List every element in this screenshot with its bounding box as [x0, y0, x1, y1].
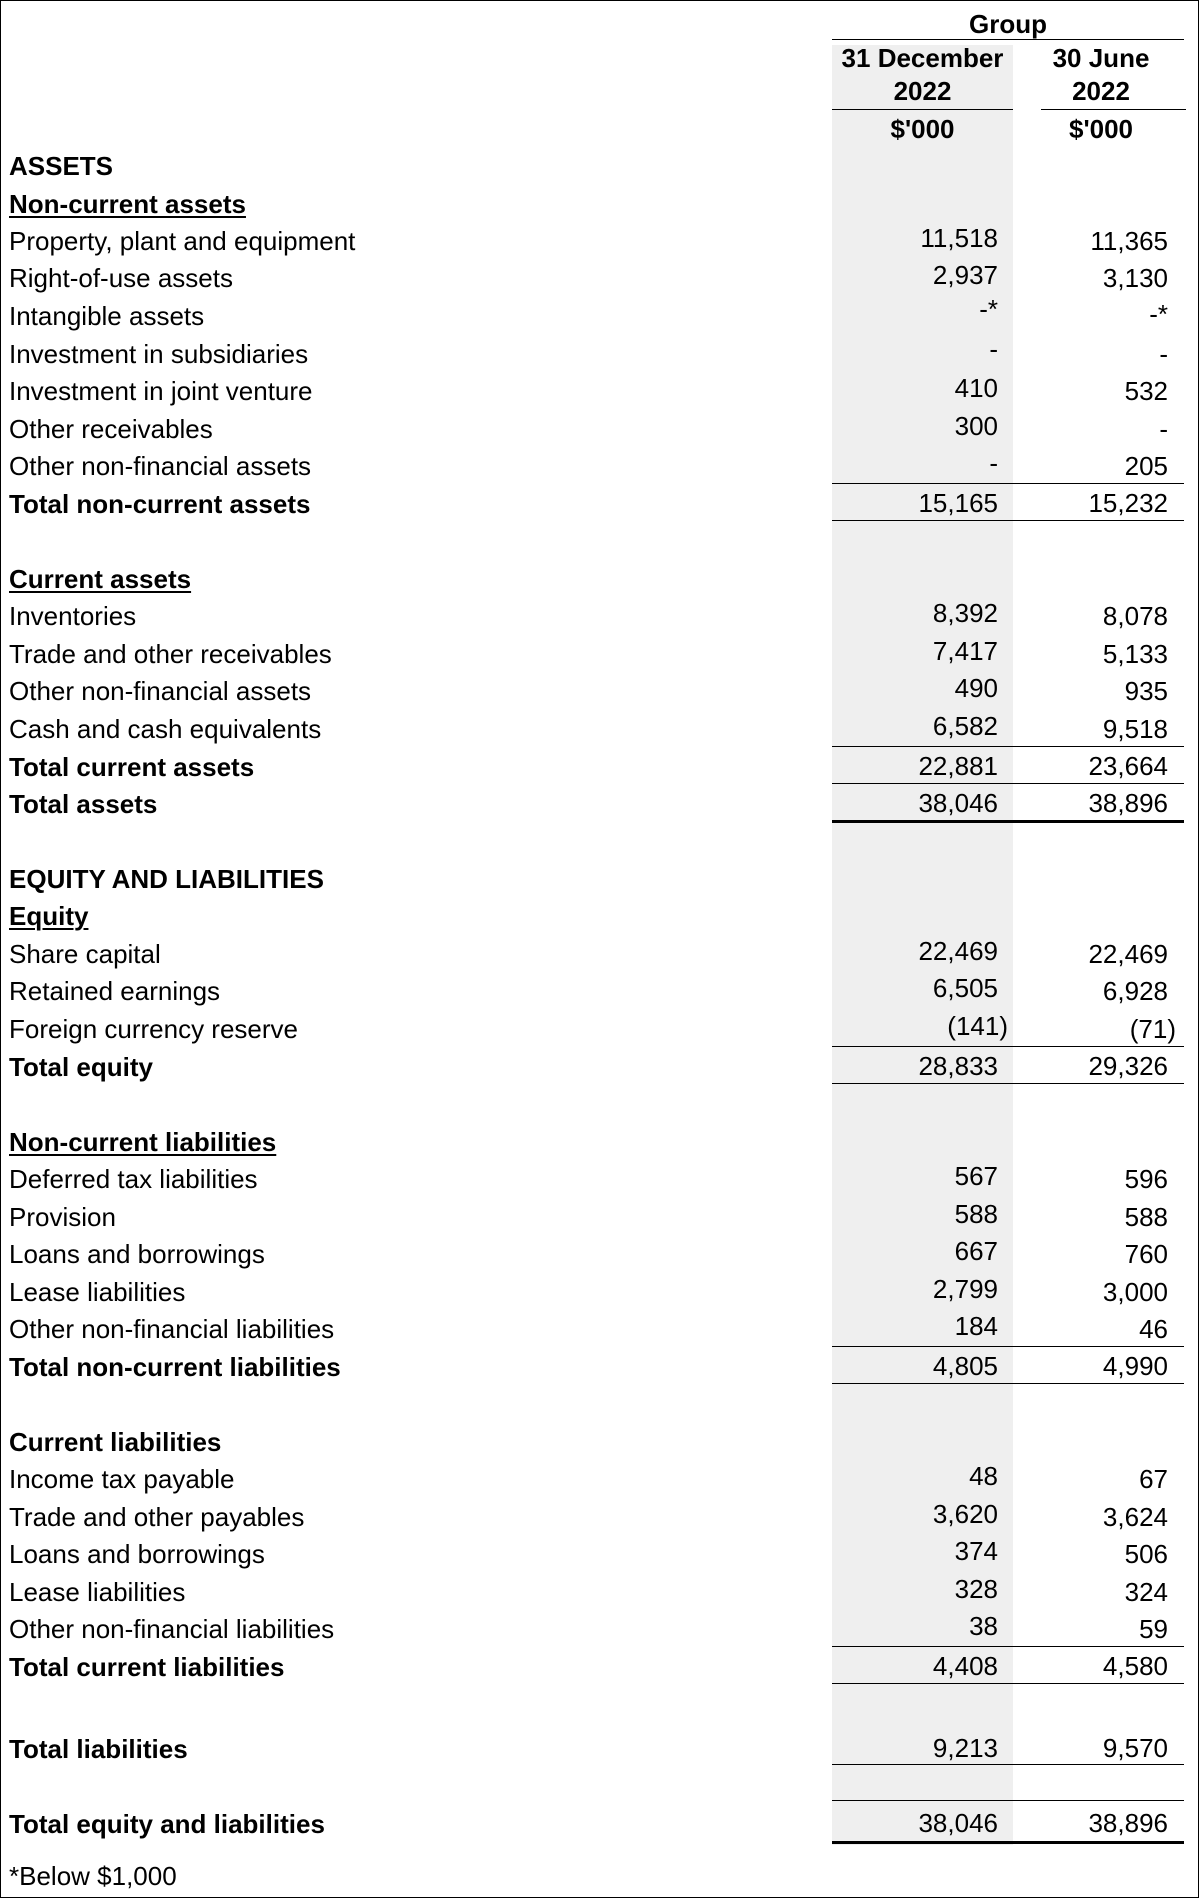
row-value-col1: 2,799	[932, 1274, 998, 1304]
row-value-col2: 760	[1124, 1239, 1168, 1269]
row-value-col1: 7,417	[932, 636, 998, 666]
col2-date: 30 June	[1052, 43, 1150, 73]
row-value-col2: -	[1159, 414, 1168, 444]
row-value-col2: 935	[1124, 676, 1168, 706]
row-label: Cash and cash equivalents	[9, 714, 322, 744]
row-label: Inventories	[9, 601, 137, 631]
row-value-col1: 328	[954, 1574, 998, 1604]
grand-total-rule	[832, 820, 1184, 823]
group-header: Group	[969, 9, 1047, 39]
subtotal-rule	[832, 1646, 1184, 1647]
row-value-col2: 46	[1139, 1314, 1168, 1344]
row-value-col1: 38,046	[918, 1808, 998, 1838]
row-label: Provision	[9, 1202, 116, 1232]
row-label: Loans and borrowings	[9, 1539, 265, 1569]
row-label: Loans and borrowings	[9, 1239, 265, 1269]
row-label: Other non-financial liabilities	[9, 1314, 335, 1344]
row-value-col1: 9,213	[932, 1733, 998, 1763]
row-label: Investment in subsidiaries	[9, 339, 309, 369]
row-value-col1: 48	[969, 1461, 998, 1491]
row-value-col1: -*	[979, 294, 998, 324]
row-value-col2: 9,518	[1102, 714, 1168, 744]
row-value-col1: 15,165	[918, 488, 998, 518]
row-value-col1: 3,620	[932, 1499, 998, 1529]
grand-total-rule	[832, 1841, 1184, 1844]
current-liabilities-heading: Current liabilities	[9, 1427, 222, 1457]
row-value-col2: 38,896	[1088, 788, 1168, 818]
row-value-col2: 23,664	[1088, 751, 1168, 781]
subtotal-rule	[832, 1346, 1184, 1347]
row-label: Other non-financial assets	[9, 451, 312, 481]
noncurrent-assets-heading: Non-current assets	[9, 189, 246, 219]
row-label: Other non-financial assets	[9, 676, 312, 706]
row-label: Retained earnings	[9, 976, 221, 1006]
footnote: *Below $1,000	[9, 1861, 177, 1891]
total-rule	[832, 783, 1184, 784]
row-label: Property, plant and equipment	[9, 226, 356, 256]
row-label-total: Total current liabilities	[9, 1652, 285, 1682]
row-label-total: Total current assets	[9, 752, 255, 782]
row-label: Other non-financial liabilities	[9, 1614, 335, 1644]
row-label: Income tax payable	[9, 1464, 235, 1494]
row-value-col2: 324	[1124, 1577, 1168, 1607]
row-value-col2: 38,896	[1088, 1808, 1168, 1838]
row-value-col1: -	[989, 448, 998, 478]
header-rule-col2	[1041, 109, 1186, 110]
row-label-total: Total liabilities	[9, 1734, 188, 1764]
header-rule-group	[832, 39, 1184, 40]
row-label-total: Total non-current assets	[9, 489, 311, 519]
row-value-col1: 6,505	[932, 973, 998, 1003]
row-value-col2: 67	[1139, 1464, 1168, 1494]
row-value-col2: 3,000	[1102, 1277, 1168, 1307]
row-value-col2: 532	[1124, 376, 1168, 406]
equity-liabilities-heading: EQUITY AND LIABILITIES	[9, 864, 324, 894]
row-value-col2: 22,469	[1088, 939, 1168, 969]
row-value-col2: 588	[1124, 1202, 1168, 1232]
row-label: Lease liabilities	[9, 1577, 186, 1607]
row-value-col2: 15,232	[1088, 488, 1168, 518]
row-value-col1: 588	[954, 1199, 998, 1229]
row-value-col1: -	[989, 334, 998, 364]
row-label: Foreign currency reserve	[9, 1014, 298, 1044]
row-value-col2: 9,570	[1102, 1733, 1168, 1763]
col1-date: 31 December	[841, 43, 1004, 73]
total-rule	[832, 1083, 1184, 1084]
subtotal-rule	[832, 1046, 1184, 1047]
row-label: Deferred tax liabilities	[9, 1164, 258, 1194]
row-value-col1: 22,469	[918, 936, 998, 966]
row-value-col2: 5,133	[1102, 639, 1168, 669]
row-value-col1: 4,408	[932, 1651, 998, 1681]
noncurrent-liabilities-heading: Non-current liabilities	[9, 1127, 277, 1157]
total-rule	[832, 1764, 1184, 1765]
header-rule-col1	[832, 109, 1013, 110]
row-value-col1: 6,582	[932, 711, 998, 741]
total-rule	[832, 520, 1184, 521]
assets-heading: ASSETS	[9, 151, 114, 181]
row-value-col1: (141)	[947, 1011, 1008, 1041]
col2-unit: $'000	[1068, 114, 1134, 144]
row-value-col1: 11,518	[920, 223, 998, 253]
row-label: Other receivables	[9, 414, 213, 444]
row-label: Lease liabilities	[9, 1277, 186, 1307]
row-label: Right-of-use assets	[9, 263, 233, 293]
row-value-col1: 374	[954, 1536, 998, 1566]
row-value-col2: 59	[1139, 1614, 1168, 1644]
row-value-col1: 490	[954, 673, 998, 703]
row-value-col2: -*	[1149, 299, 1168, 329]
row-value-col1: 4,805	[932, 1351, 998, 1381]
row-value-col1: 8,392	[932, 598, 998, 628]
row-value-col2: 205	[1124, 451, 1168, 481]
equity-heading: Equity	[9, 901, 89, 931]
row-value-col2: (71)	[1129, 1014, 1176, 1044]
row-value-col1: 300	[954, 411, 998, 441]
row-value-col1: 38,046	[918, 788, 998, 818]
row-value-col2: 596	[1124, 1164, 1168, 1194]
col2-year: 2022	[1072, 76, 1130, 106]
row-label: Intangible assets	[9, 301, 205, 331]
row-label: Share capital	[9, 939, 161, 969]
subtotal-rule	[832, 746, 1184, 747]
col1-year: 2022	[893, 76, 952, 106]
row-value-col2: 29,326	[1088, 1051, 1168, 1081]
row-label: Trade and other receivables	[9, 639, 332, 669]
total-rule	[832, 1683, 1184, 1684]
row-value-col2: 506	[1124, 1539, 1168, 1569]
row-value-col2: -	[1159, 339, 1168, 369]
row-value-col1: 184	[954, 1311, 998, 1341]
row-value-col1: 38	[969, 1611, 998, 1641]
row-value-col1: 667	[954, 1236, 998, 1266]
col1-unit: $'000	[890, 114, 955, 144]
row-value-col1: 28,833	[918, 1051, 998, 1081]
row-value-col2: 8,078	[1102, 601, 1168, 631]
row-value-col2: 11,365	[1090, 226, 1168, 256]
row-label: Investment in joint venture	[9, 376, 313, 406]
row-value-col2: 3,130	[1102, 263, 1168, 293]
row-label-total: Total equity	[9, 1052, 153, 1082]
row-label: Trade and other payables	[9, 1502, 305, 1532]
row-value-col2: 3,624	[1102, 1502, 1168, 1532]
row-value-col1: 410	[954, 373, 998, 403]
row-label-total: Total equity and liabilities	[9, 1809, 325, 1839]
subtotal-rule	[832, 483, 1184, 484]
row-value-col2: 4,990	[1102, 1351, 1168, 1381]
row-label-total: Total non-current liabilities	[9, 1352, 341, 1382]
row-value-col1: 567	[954, 1161, 998, 1191]
subtotal-rule	[832, 1800, 1184, 1801]
row-value-col2: 6,928	[1102, 976, 1168, 1006]
row-value-col1: 22,881	[918, 751, 998, 781]
current-assets-heading: Current assets	[9, 564, 192, 594]
total-rule	[832, 1383, 1184, 1384]
row-value-col2: 4,580	[1102, 1651, 1168, 1681]
row-value-col1: 2,937	[932, 260, 998, 290]
row-label-total: Total assets	[9, 789, 158, 819]
